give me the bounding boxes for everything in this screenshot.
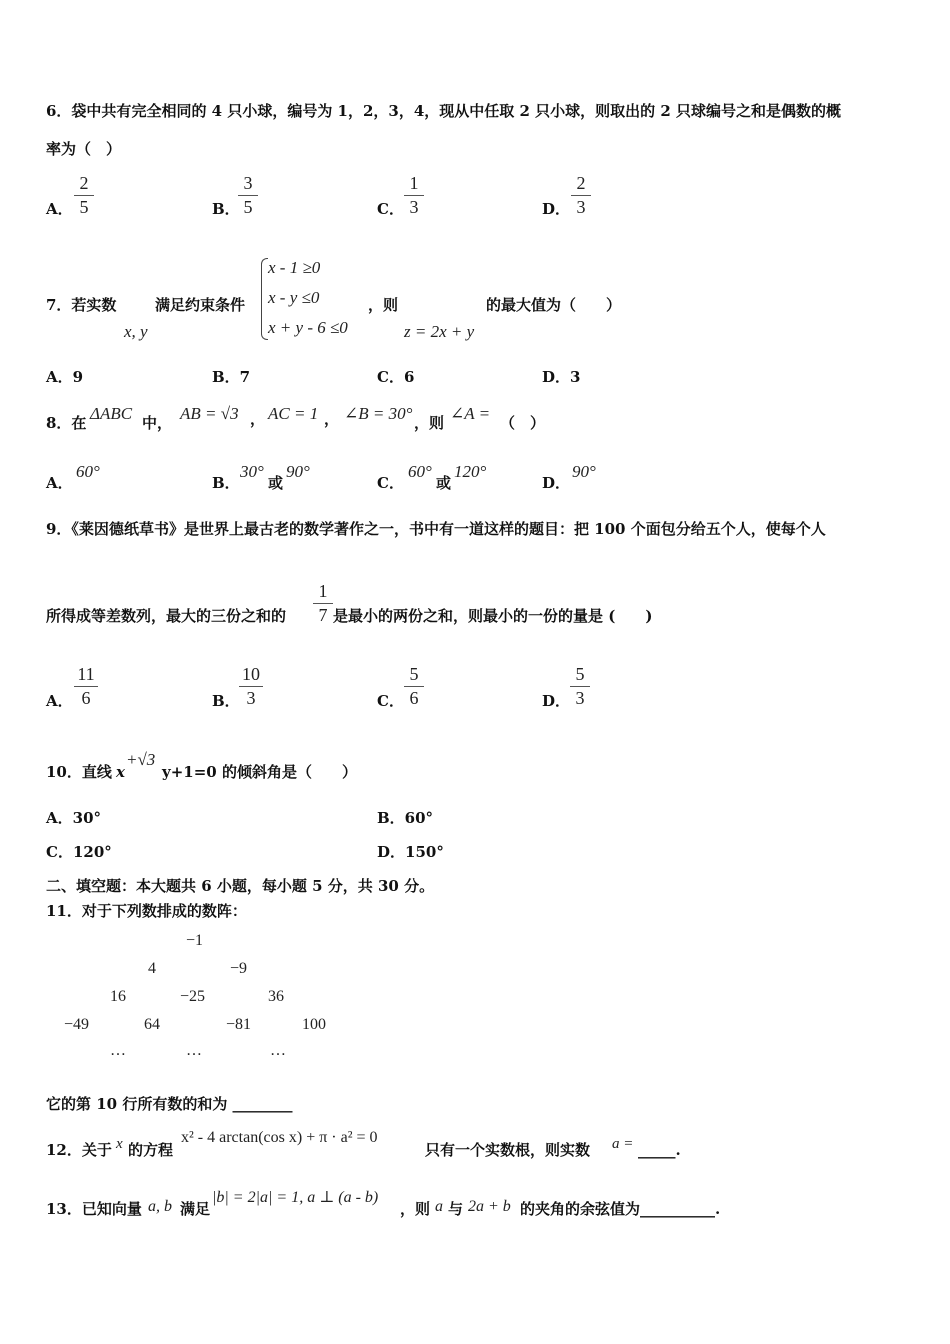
q6-option-a-label[interactable]: A． bbox=[46, 200, 73, 218]
q13-condition: |b| = 2|a| = 1, a ⊥ (a - b) bbox=[212, 1189, 379, 1206]
q8-option-b-label[interactable]: B． bbox=[212, 474, 240, 492]
q9-option-b-fraction: 10 3 bbox=[237, 663, 265, 709]
q8-option-a-value: 60° bbox=[76, 462, 100, 481]
q11-title: 11．对于下列数排成的数阵： bbox=[46, 902, 247, 920]
q8-option-c-value-1: 60° bbox=[408, 462, 432, 481]
q7-brace bbox=[261, 258, 268, 340]
q11-cell: 64 bbox=[144, 1016, 160, 1033]
q12-prefix: 12．关于 bbox=[46, 1141, 112, 1159]
q9-line2-a: 所得成等差数列，最大的三份之和的 bbox=[46, 607, 287, 625]
q7-suffix: 的最大值为（ ） bbox=[486, 296, 622, 314]
q6-option-b-label[interactable]: B． bbox=[212, 200, 240, 218]
q6-option-b-fraction: 3 5 bbox=[236, 172, 260, 218]
q9-option-a-label[interactable]: A． bbox=[46, 692, 73, 710]
q9-option-d-label[interactable]: D． bbox=[542, 692, 571, 710]
q7-objective: z = 2x + y bbox=[404, 322, 475, 341]
q11-ellipsis: … bbox=[186, 1042, 202, 1059]
q8-ac: AC = 1 bbox=[268, 404, 319, 423]
q11-cell: 36 bbox=[268, 988, 284, 1005]
q9-option-b-label[interactable]: B． bbox=[212, 692, 240, 710]
q8-ab: AB = √3 bbox=[180, 404, 239, 423]
q13-post: 的夹角的余弦值为__________. bbox=[520, 1200, 721, 1218]
q9-fraction: 1 7 bbox=[311, 580, 335, 626]
q7-then: ，则 bbox=[368, 296, 399, 314]
q11-cell: 16 bbox=[110, 988, 126, 1005]
q8-option-b-or: 或 bbox=[268, 474, 284, 492]
q11-cell: −1 bbox=[186, 932, 204, 949]
q13-then: ，则 bbox=[400, 1200, 431, 1218]
q12-x: x bbox=[116, 1136, 123, 1152]
q9-option-c-label[interactable]: C． bbox=[377, 692, 404, 710]
section-2-heading: 二、填空题：本大题共 6 小题，每小题 5 分，共 30 分。 bbox=[46, 877, 435, 895]
q7-constraint-3: x + y - 6 ≤0 bbox=[268, 318, 348, 337]
q10-x: x bbox=[116, 763, 125, 781]
q11-cell: −49 bbox=[64, 1016, 90, 1033]
q7-vars: x, y bbox=[124, 322, 148, 341]
q7-constraint-2: x - y ≤0 bbox=[268, 288, 320, 307]
q10-option-b[interactable]: B．60° bbox=[377, 809, 434, 827]
q8-angle-b: ∠B = 30° bbox=[344, 404, 413, 423]
q10-option-c[interactable]: C．120° bbox=[46, 843, 112, 861]
q8-prefix: 8．在 bbox=[46, 414, 87, 432]
q9-line1: 9．《莱因德纸草书》是世界上最古老的数学著作之一，书中有一道这样的题目：把 100 个面包分给五个人，使每个人 bbox=[46, 520, 826, 538]
q8-option-a-label[interactable]: A． bbox=[46, 474, 73, 492]
q8-option-d-value: 90° bbox=[572, 462, 596, 481]
q6-option-d-fraction: 2 3 bbox=[569, 172, 593, 218]
q8-option-d-label[interactable]: D． bbox=[542, 474, 571, 492]
q12-a: a = bbox=[612, 1136, 634, 1152]
q9-line2-b: 是最小的两份之和，则最小的一份的量是 ( ) bbox=[333, 607, 653, 625]
q7-option-d[interactable]: D．3 bbox=[542, 368, 581, 386]
q11-cell: 4 bbox=[148, 960, 156, 977]
q6-line2: 率为（ ） bbox=[46, 140, 122, 158]
q11-ellipsis: … bbox=[270, 1042, 286, 1059]
q8-option-c-label[interactable]: C． bbox=[377, 474, 404, 492]
q12-post: 只有一个实数根，则实数 bbox=[425, 1141, 591, 1159]
q11-cell: −25 bbox=[180, 988, 206, 1005]
q9-option-a-fraction: 11 6 bbox=[72, 663, 100, 709]
q9-option-d-fraction: 5 3 bbox=[568, 663, 592, 709]
q11-cell: −81 bbox=[226, 1016, 252, 1033]
q13-prefix: 13．已知向量 bbox=[46, 1200, 142, 1218]
q9-option-c-fraction: 5 6 bbox=[402, 663, 426, 709]
q10-option-d[interactable]: D．150° bbox=[377, 843, 444, 861]
q8-paren: （ ） bbox=[500, 414, 546, 432]
q13-a: a bbox=[435, 1198, 443, 1215]
q6-line1: 6．袋中共有完全相同的 4 只小球，编号为 1，2，3，4，现从中任取 2 只小球，则取出的 2 只球编号之和是偶数的概 bbox=[46, 102, 842, 120]
q8-zhong: 中， bbox=[142, 414, 173, 432]
q12-equation: x² - 4 arctan(cos x) + π · a² = 0 bbox=[181, 1129, 378, 1146]
q8-then: ，则 bbox=[414, 414, 445, 432]
q10-sqrt3: +√3 bbox=[126, 750, 156, 769]
q12-blank[interactable]: _____. bbox=[638, 1141, 681, 1159]
q8-option-b-value-1: 30° bbox=[240, 462, 264, 481]
q6-option-d-label[interactable]: D． bbox=[542, 200, 571, 218]
q7-option-c[interactable]: C．6 bbox=[377, 368, 415, 386]
q13-and: 与 bbox=[448, 1200, 464, 1218]
q6-option-c-fraction: 1 3 bbox=[402, 172, 426, 218]
q8-angle-a: ∠A = bbox=[450, 404, 491, 423]
q8-comma-2: ， bbox=[324, 410, 340, 428]
q13-mid: 满足 bbox=[180, 1200, 211, 1218]
q10-option-a[interactable]: A．30° bbox=[46, 809, 102, 827]
q8-option-b-value-2: 90° bbox=[286, 462, 310, 481]
q7-option-a[interactable]: A．9 bbox=[46, 368, 84, 386]
q12-mid: 的方程 bbox=[128, 1141, 174, 1159]
q10-rest: y+1=0 的倾斜角是（ ） bbox=[162, 763, 357, 781]
q7-option-b[interactable]: B．7 bbox=[212, 368, 251, 386]
q8-option-c-value-2: 120° bbox=[454, 462, 487, 481]
q7-prefix: 7．若实数 bbox=[46, 296, 117, 314]
q8-option-c-or: 或 bbox=[436, 474, 452, 492]
q13-vectors: a, b bbox=[148, 1198, 172, 1215]
q6-option-a-fraction: 2 5 bbox=[72, 172, 96, 218]
q11-cell: −9 bbox=[230, 960, 248, 977]
q13-expression: 2a + b bbox=[468, 1198, 511, 1215]
q7-constraint-1: x - 1 ≥0 bbox=[268, 258, 321, 277]
q11-cell: 100 bbox=[302, 1016, 326, 1033]
q10-prefix: 10．直线 bbox=[46, 763, 112, 781]
q11-ellipsis: … bbox=[110, 1042, 126, 1059]
q8-comma-1: ， bbox=[250, 410, 266, 428]
q8-triangle: ΔABC bbox=[90, 404, 133, 423]
q7-constraint-text: 满足约束条件 bbox=[155, 296, 246, 314]
q11-question: 它的第 10 行所有数的和为 ________ bbox=[46, 1095, 293, 1113]
q6-option-c-label[interactable]: C． bbox=[377, 200, 404, 218]
